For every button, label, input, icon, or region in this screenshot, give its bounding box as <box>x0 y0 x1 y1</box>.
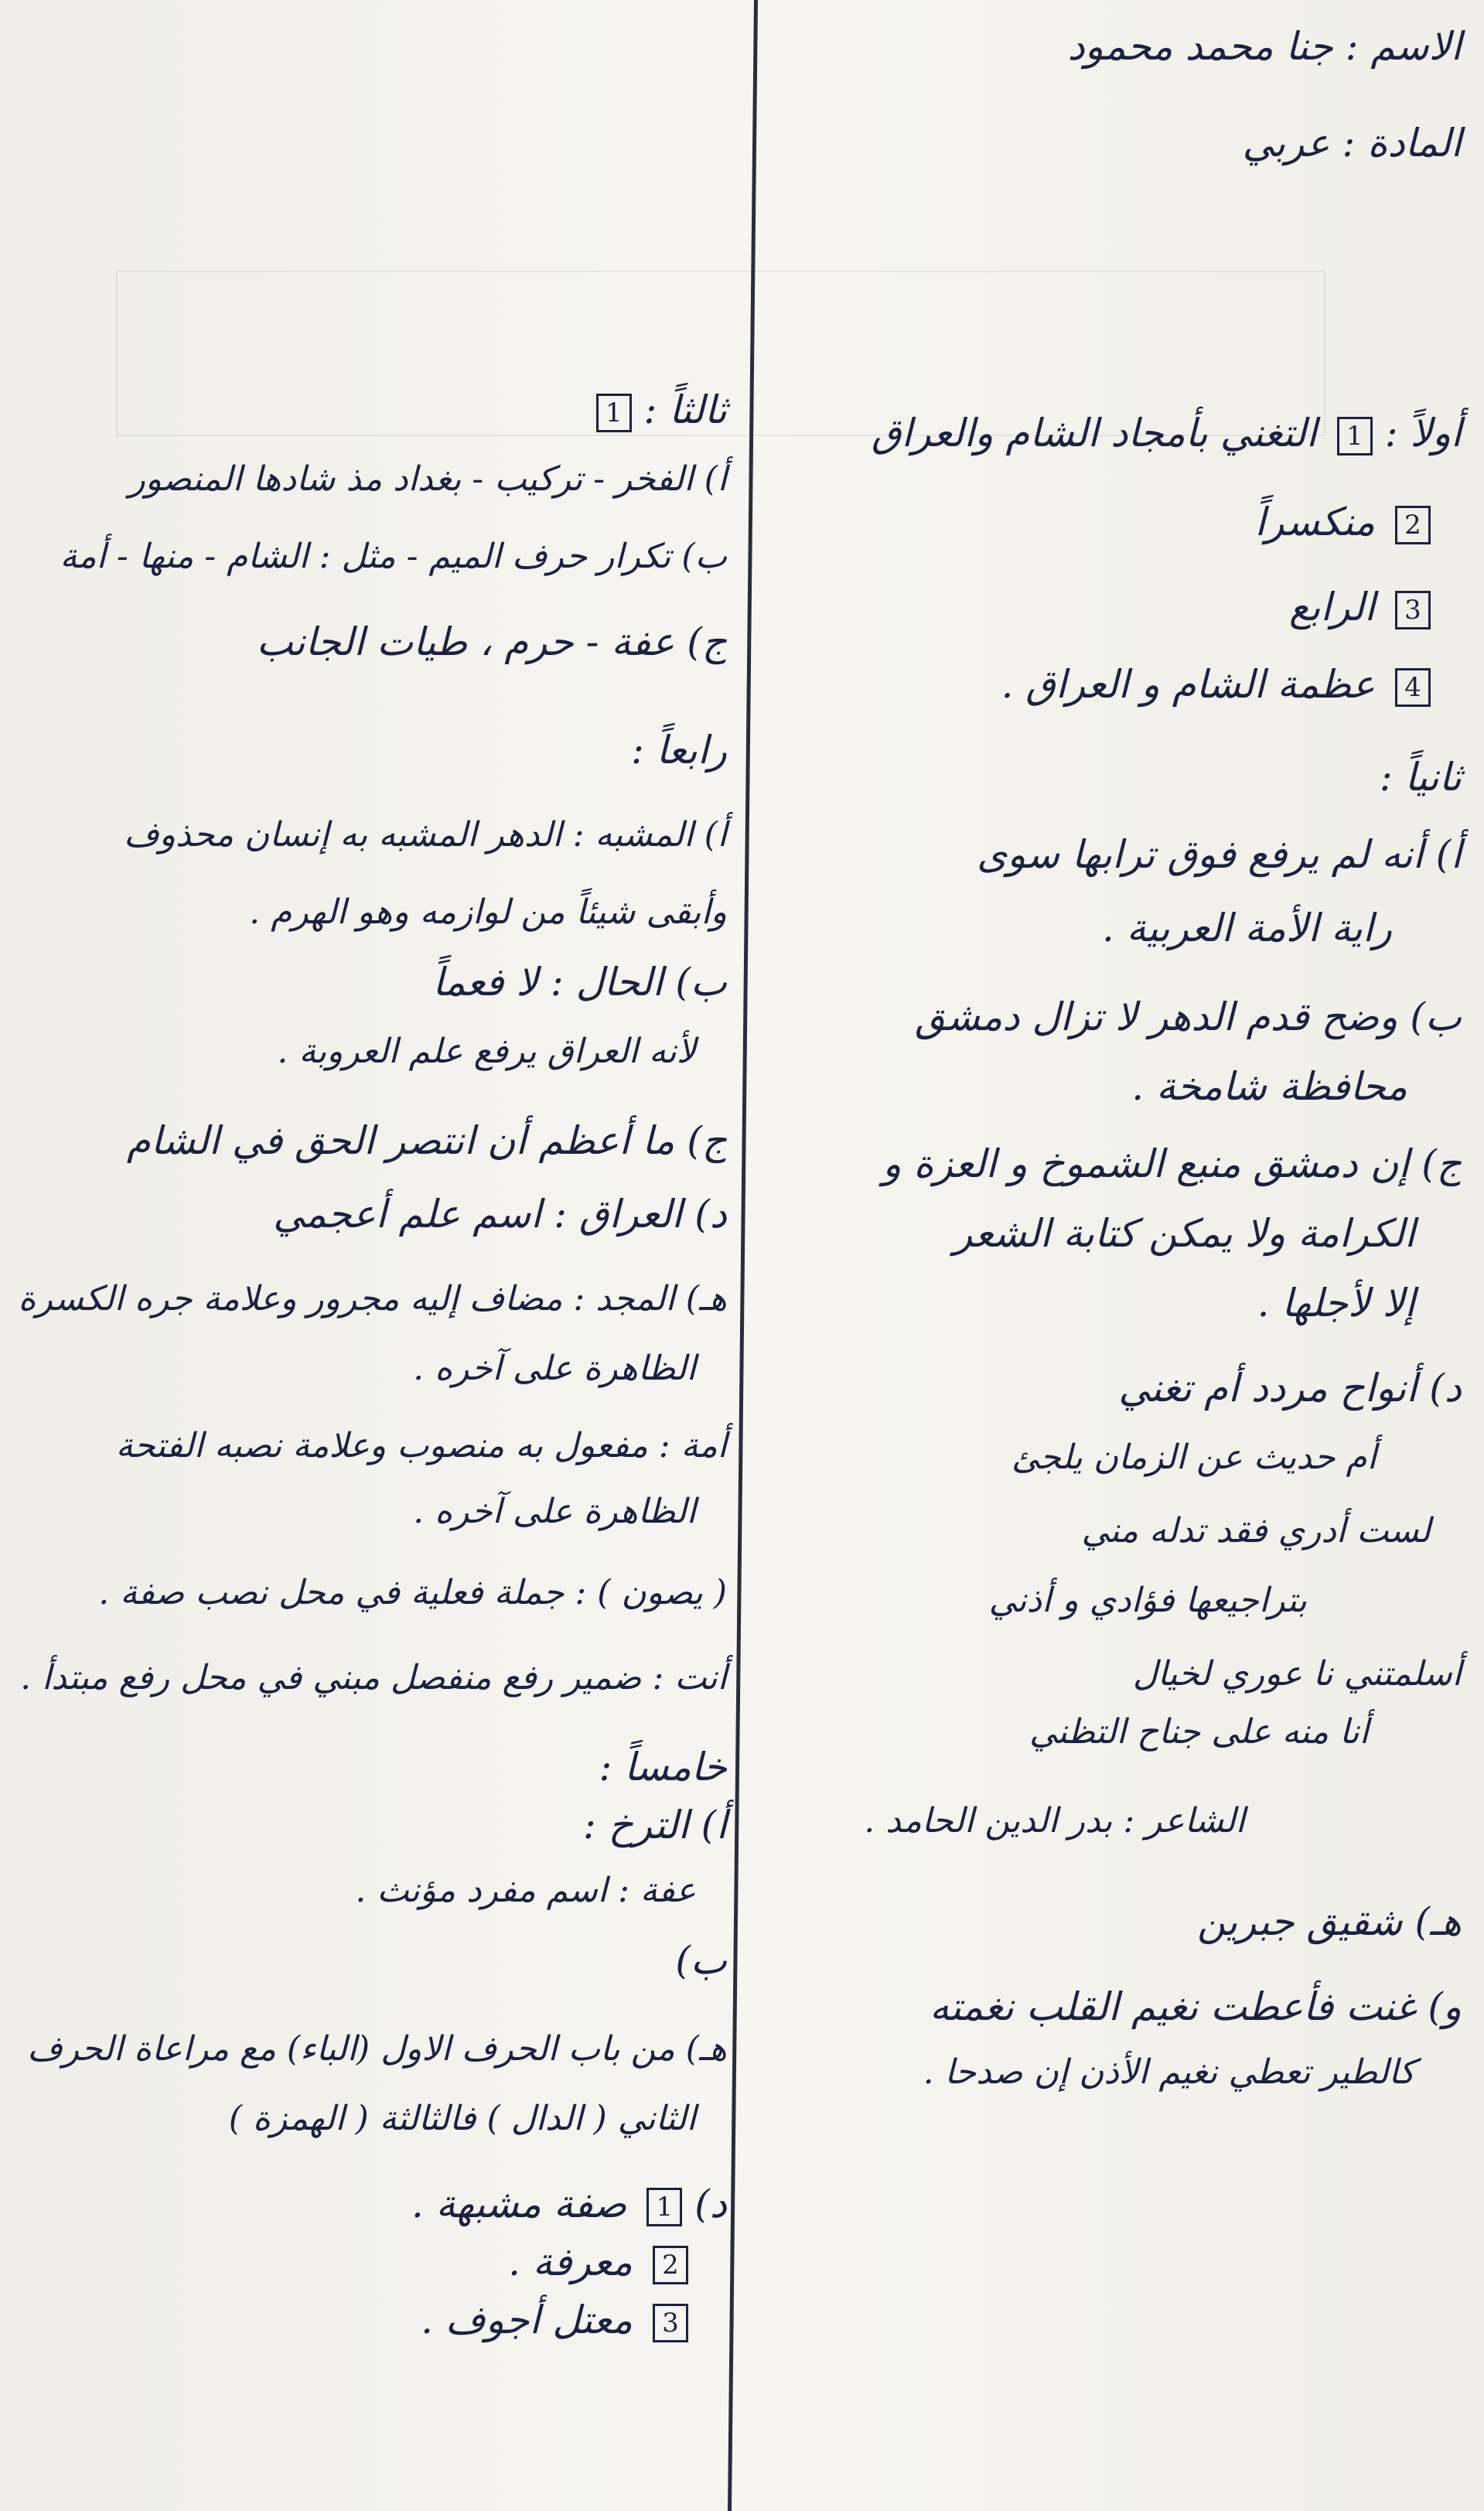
q5-d-answer: صفة مشبهة . <box>411 2182 627 2226</box>
poet-name: الشاعر : بدر الدين الحامد . <box>864 1801 1245 1841</box>
q1-line-4 <box>1001 661 1431 708</box>
q3-number-box: 1 <box>596 394 632 432</box>
q5-label: خامساً : <box>599 1745 727 1789</box>
q5-d-line-1 <box>411 2181 727 2227</box>
q1-answer-1: التغني بأمجاد الشام والعراق <box>871 411 1317 455</box>
q3-line: ج) عفة - حرم ، طيات الجانب <box>256 619 727 664</box>
q5-d-answer: معتل أجوف . <box>421 2298 633 2342</box>
student-name: الاسم : جنا محمد محمود <box>1067 24 1462 69</box>
poem-line: لست أدري فقد تدله مني <box>1081 1511 1431 1551</box>
q1-line-1 <box>872 410 1462 456</box>
q5-d-answer: معرفة . <box>508 2240 633 2284</box>
poem-line: أسلمتني نا عوري لخيال <box>1132 1654 1462 1694</box>
q2-line: الكرامة ولا يمكن كتابة الشعر <box>954 1211 1415 1256</box>
q1-number-box: 2 <box>1395 506 1431 544</box>
q4-line: أنت : ضمير رفع منفصل مبني في محل رفع مبتدأ . <box>20 1658 727 1697</box>
q4-line: هـ) المجد : مضاف إليه مجرور وعلامة جره الكسرة <box>18 1279 727 1319</box>
q3-line: ب) تكرار حرف الميم - مثل : الشام - منها - أمة <box>60 537 727 576</box>
q1-line-3 <box>1289 584 1431 630</box>
q3-header <box>588 387 727 433</box>
subject-line: المادة : عربي <box>1242 121 1462 165</box>
q5-line: أ) الترخ : <box>582 1803 727 1847</box>
q1-answer-3: الرابع <box>1288 585 1376 629</box>
q4-line: الظاهرة على آخره . <box>413 1349 696 1388</box>
q4-line: أمة : مفعول به منصوب وعلامة نصبه الفتحة <box>115 1426 727 1465</box>
q1-number-box: 3 <box>1395 591 1431 629</box>
q4-line: الظاهرة على آخره . <box>413 1492 696 1531</box>
q3-label: ثالثاً : <box>643 387 727 432</box>
q5-d-prefix: د) <box>694 2182 727 2226</box>
q2-line: ج) إن دمشق منبع الشموخ و العزة و <box>882 1141 1462 1186</box>
q5-d-number-box: 1 <box>646 2188 682 2226</box>
q4-line: ب) الحال : لا فعماً <box>432 960 727 1005</box>
q4-line: ج) ما أعظم أن انتصر الحق في الشام <box>126 1118 727 1163</box>
poem-line: أم حديث عن الزمان يلجئ <box>1012 1438 1377 1477</box>
q5-line: الثاني ( الدال ) فالثالثة ( الهمزة ) <box>228 2099 696 2138</box>
q4-line: لأنه العراق يرفع علم العروبة . <box>277 1032 696 1071</box>
q1-answer-2: منكسراً <box>1254 500 1376 544</box>
q5-d-number-box: 3 <box>653 2304 688 2342</box>
q1-number-box: 4 <box>1395 668 1431 707</box>
q2-line: إلا لأجلها . <box>1257 1281 1415 1325</box>
q5-d-line-2 <box>508 2239 688 2285</box>
q2-line: محافظة شامخة . <box>1131 1064 1407 1109</box>
q2-label: ثانياً : <box>1379 755 1462 800</box>
q2-line: و) غنت فأعطت نغيم القلب نغمته <box>930 1984 1462 2029</box>
q3-line: أ) الفخر - تركيب - بغداد مذ شادها المنصور <box>128 459 727 499</box>
q2-line: د) أنواح مردد أم تغني <box>1118 1366 1462 1411</box>
q2-line: راية الأمة العربية . <box>1102 906 1392 950</box>
q4-line: وأبقى شيئاً من لوازمه وهو الهرم . <box>249 892 727 932</box>
q2-line: ب) وضح قدم الدهر لا تزال دمشق <box>915 995 1462 1039</box>
q5-line: ب) <box>675 1938 727 1983</box>
q1-line-2 <box>1255 499 1431 545</box>
q1-answer-4: عظمة الشام و العراق . <box>1001 662 1376 707</box>
q5-line: هـ) من باب الحرف الاول (الباء) مع مراعاة الحرف <box>27 2029 727 2069</box>
q2-line: أ) أنه لم يرفع فوق ترابها سوى <box>977 832 1462 877</box>
q5-line: عفة : اسم مفرد مؤنث . <box>355 1871 696 1910</box>
q2-line: هـ) شقيق جبرين <box>1197 1899 1462 1944</box>
q2-line: كالطير تعطي نغيم الأذن إن صدحا . <box>923 2052 1415 2092</box>
q1-number-box: 1 <box>1337 417 1373 455</box>
q1-label: أولاً : <box>1384 411 1462 455</box>
q5-d-line-3 <box>421 2297 688 2343</box>
q4-label: رابعاً : <box>630 728 727 773</box>
poem-line: بتراجيعها فؤادي و أذني <box>988 1581 1307 1620</box>
q4-line: د) العراق : اسم علم أعجمي <box>273 1192 727 1237</box>
q4-line: ( يصون ) : جملة فعلية في محل نصب صفة . <box>98 1573 727 1612</box>
poem-line: أنا منه على جناح التظني <box>1029 1712 1369 1752</box>
q5-d-number-box: 2 <box>653 2246 688 2284</box>
q4-line: أ) المشبه : الدهر المشبه به إنسان محذوف <box>124 815 727 855</box>
